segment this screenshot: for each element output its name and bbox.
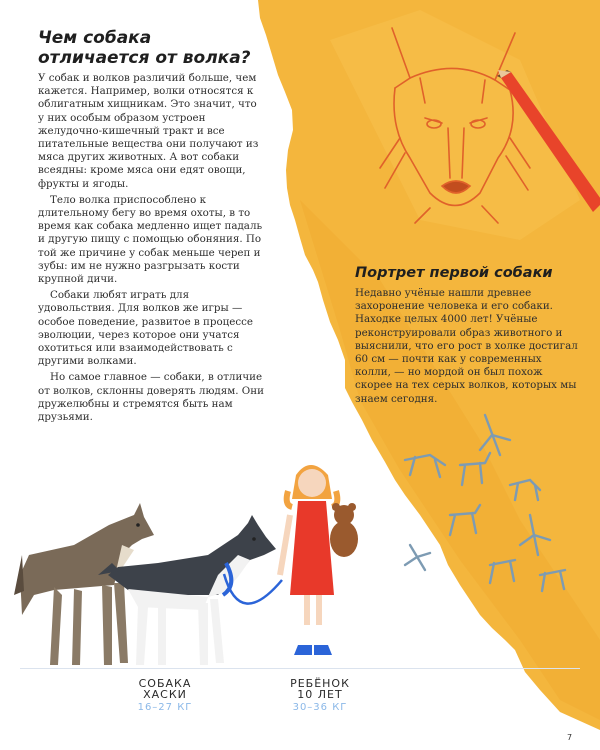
caption-husky-name: СОБАКА ХАСКИ	[138, 677, 192, 701]
pencil-icon	[495, 70, 600, 220]
paragraph: Собаки любят играть для удовольствия. Для волков же игры — особое поведение, развитое в процессе эволюции, через которое они учатся охотиться или взаимодействовать с другими волками.	[38, 289, 254, 368]
paragraph: Но самое главное — собаки, в отличие от волков, склонны доверять людям. Они дружелюбны и стремятся быть нам друзьями.	[38, 371, 264, 424]
caption-child	[285, 678, 355, 713]
paragraph: У собак и волков различий больше, чем кажется. Например, волки относятся к облигатным хищникам. Это значит, что у них особым образом устроен желудочно-кишечный тракт и все питательные вещества они получают из мяса других животных. А вот собаки всеядны: кроме мяса они едят овощи, фрукты и ягоды.	[38, 72, 259, 190]
page-number: 7	[567, 733, 573, 742]
cave-paintings	[390, 395, 590, 635]
girl-with-bear-illustration	[270, 455, 370, 670]
section-body-wolf-vs-dog	[38, 72, 266, 427]
section-body-first-dog: Недавно учёные нашли древнее захоронение человека и его собаки. Находке целых 4000 лет! Учёные реконструировали образ животного и выяснили, что его рост в холке достигал 60 см — почти как у современных колли, — но мордой он был похож скорее на тех серых волков, которых мы знаем сегодня.	[355, 287, 578, 405]
caption-husky	[130, 678, 200, 713]
caption-child-name: РЕБЁНОК 10 ЛЕТ	[290, 677, 350, 701]
caption-husky-weight: 16–27 КГ	[137, 702, 193, 713]
section-title-wolf-vs-dog: Чем собака отличается от волка?	[38, 28, 251, 68]
caption-child-weight: 30–36 КГ	[292, 702, 348, 713]
section-title-first-dog: Портрет первой собаки	[355, 265, 553, 281]
paragraph: Тело волка приспособлено к длительному бегу во время охоты, в то время как собака медленно ищет падаль и другую пищу с помощью обоняния. По той же причине у собак меньше череп и зубы: им не нужно разгрызать кости крупной дичи.	[38, 193, 263, 286]
